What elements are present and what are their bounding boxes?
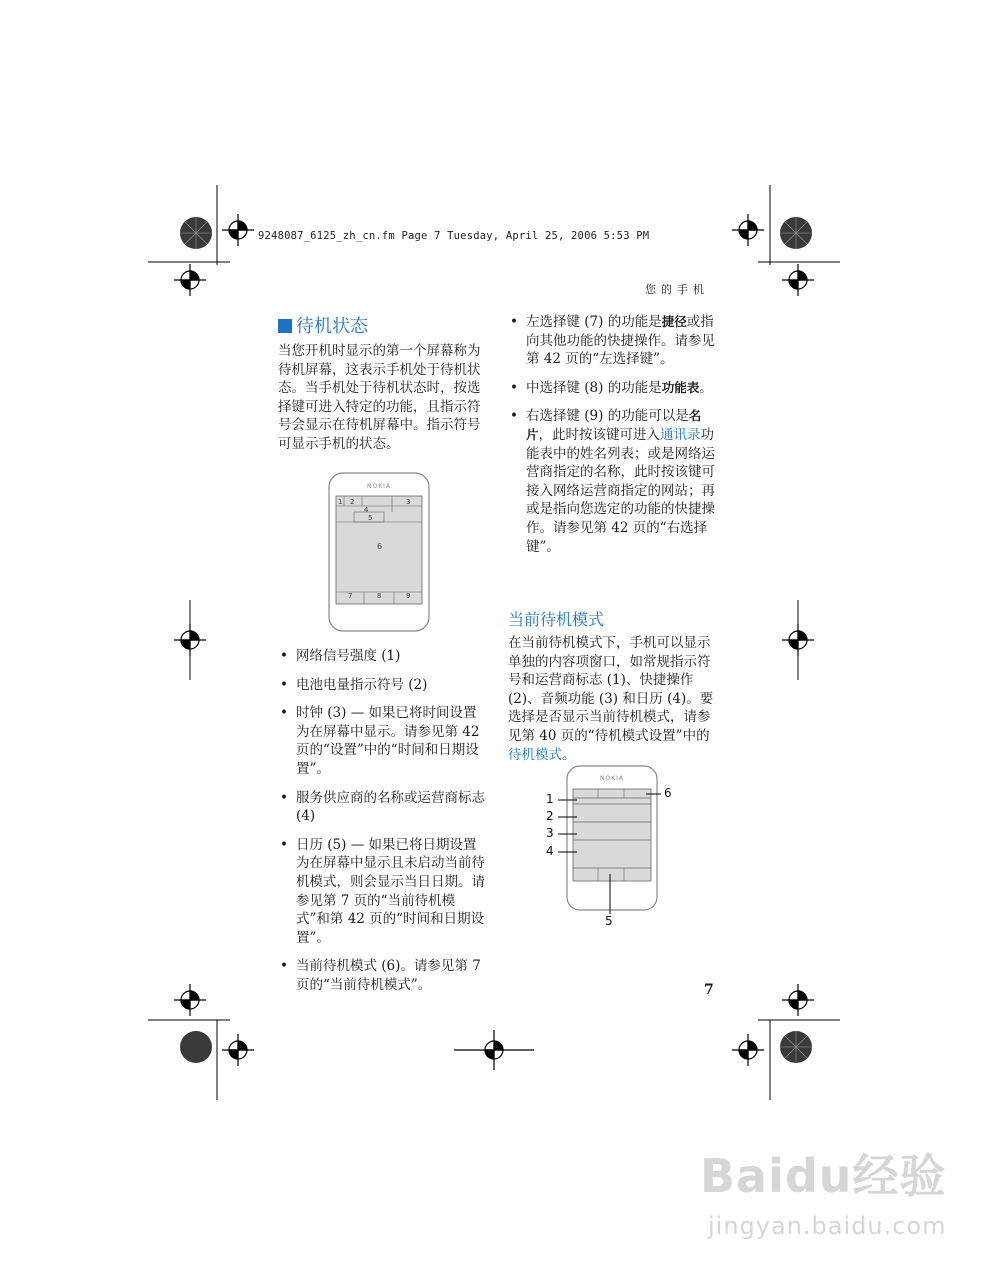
standby-mode-link[interactable]: 待机模式 xyxy=(508,746,562,763)
selection-key-list xyxy=(508,313,718,566)
fig2-label-5: 5 xyxy=(605,914,613,928)
intro-paragraph: 当您开机时显示的第一个屏幕称为待机屏幕，这表示手机处于待机状态。当手机处于待机状态时，按选择键可进入特定的功能，且指示符号会显示在待机屏幕中。指示符号可显示手机的状态。 xyxy=(278,343,481,452)
phone-diagram-1 xyxy=(328,472,430,632)
paragraph-text: 在当前待机模式下，手机可以显示单独的内容项窗口，如常规指示符号和运营商标志 (1)、快捷操作 (2)、音频功能 (3) 和日历 (4)。要选择是否显示当前待机模式，请参见第 40 页的“待机模式设置”中的 xyxy=(508,635,714,744)
paragraph-text: 。 xyxy=(562,746,576,763)
list-item xyxy=(508,379,718,398)
subsection-title: 当前待机模式 xyxy=(508,610,605,629)
nokia-logo: NOKIA xyxy=(366,483,392,490)
list-item-text: 功能表中的姓名列表；或是网络运营商指定的名称，此时按该键可接入网络运营商指定的网站；再或是指向您选定的功能的快捷操作。请参见第 42 页的“右选择键”。 xyxy=(526,426,715,555)
nokia-logo: NOKIA xyxy=(599,775,625,782)
running-head: 您的手机 xyxy=(645,283,709,296)
list-item: • 网络信号强度 (1) xyxy=(278,647,488,666)
contacts-link[interactable]: 通讯录 xyxy=(660,426,701,443)
list-item-text: 中选择键 (8) 的功能是 xyxy=(526,379,662,396)
fig2-label-2: 2 xyxy=(546,809,554,823)
fig2-label-6: 6 xyxy=(664,786,672,800)
fig2-label-4: 4 xyxy=(546,844,554,858)
fig2-label-3: 3 xyxy=(546,826,554,840)
section-title xyxy=(278,312,368,338)
page-number: 7 xyxy=(704,982,714,998)
watermark-brand: Baidu经验 xyxy=(700,1149,947,1203)
list-item: • 服务供应商的名称或运营商标志 (4) xyxy=(278,789,488,826)
list-item-text: 或指向其他功能的快捷操作。请参见第 42 页的“左选择键”。 xyxy=(526,314,715,368)
fig1-label-2: 2 xyxy=(350,498,355,506)
section-title-text: 待机状态 xyxy=(296,316,368,337)
fig1-label-6: 6 xyxy=(377,542,383,551)
file-info-header: 9248087_6125_zh_cn.fm Page 7 Tuesday, April 25, 2006 5:53 PM xyxy=(258,230,650,242)
list-item: • 电池电量指示符号 (2) xyxy=(278,676,488,695)
fig1-label-7: 7 xyxy=(348,592,353,600)
fig1-label-5: 5 xyxy=(368,514,373,522)
fig1-label-9: 9 xyxy=(406,592,411,600)
watermark-url: jingyan.baidu.com xyxy=(708,1212,947,1240)
list-item-text: 右选择键 (9) 的功能可以是 xyxy=(526,408,689,425)
standby-screen-figure xyxy=(328,472,430,632)
list-item: • 时钟 (3) — 如果已将时间设置为在屏幕中显示。请参见第 42 页的“设置”中的“时间和日期设置”。 xyxy=(278,704,488,778)
list-item-text: 左选择键 (7) 的功能是 xyxy=(526,314,662,330)
watermark xyxy=(700,1140,947,1240)
active-standby-figure xyxy=(540,764,690,932)
fig1-label-1: 1 xyxy=(338,498,343,506)
indicator-list xyxy=(278,647,488,1005)
fig1-label-3: 3 xyxy=(406,498,411,506)
menu-term: 功能表 xyxy=(661,379,700,395)
menu-term: 名片 xyxy=(526,408,702,442)
fig1-label-4: 4 xyxy=(364,506,369,514)
list-item-text: ，此时按该键可进入 xyxy=(538,426,661,443)
active-standby-paragraph xyxy=(508,634,718,764)
list-item-text: 。 xyxy=(699,379,713,396)
fig2-label-1: 1 xyxy=(546,792,554,806)
fig1-label-8: 8 xyxy=(377,592,382,600)
list-item xyxy=(508,407,718,556)
list-item xyxy=(508,313,718,369)
section-marker-icon xyxy=(278,319,292,333)
list-item: • 当前待机模式 (6)。请参见第 7 页的“当前待机模式”。 xyxy=(278,957,488,994)
menu-term: 捷径 xyxy=(661,314,687,329)
list-item: • 日历 (5) — 如果已将日期设置为在屏幕中显示且未启动当前待机模式，则会显示当日日期。请参见第 7 页的“当前待机模式”和第 42 页的“时间和日期设置”。 xyxy=(278,836,488,948)
